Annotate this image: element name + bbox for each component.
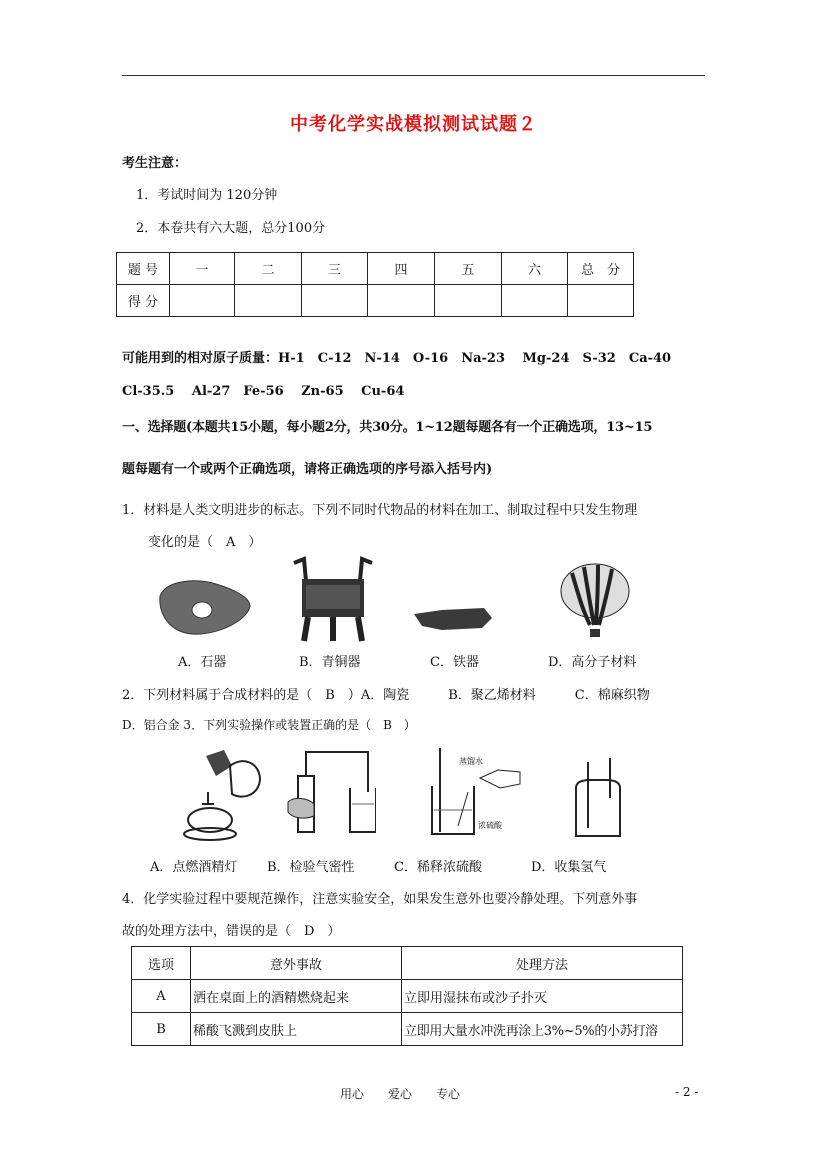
accident-cell: 立即用湿抹布或沙子扑灭 [402, 980, 683, 1013]
q3-option-a: A．点燃酒精灯 [150, 860, 238, 875]
q4-line-2: 故的处理方法中，错误的是（ D ） [122, 924, 341, 939]
footer-motto: 用心 爱心 专心 [340, 1087, 461, 1101]
score-header-cell: 三 [302, 253, 368, 285]
score-header-cell: 总 分 [568, 253, 634, 285]
alcohol-lamp-image [180, 746, 266, 844]
accident-cell: 洒在桌面上的酒精燃烧起来 [191, 980, 402, 1013]
atomic-mass-line-1: 可能用到的相对原子质量：H-1 C-12 N-14 O-16 Na-23 Mg-24 S-32 Ca-40 [122, 351, 672, 366]
q1-option-d: D．高分子材料 [548, 655, 637, 670]
atomic-mass-line-2: Cl-35.5 Al-27 Fe-56 Zn-65 Cu-64 [122, 384, 405, 399]
conc-sulfuric-label: 浓硫酸 [478, 821, 502, 830]
table-row [132, 1013, 683, 1046]
accident-header-method: 处理方法 [402, 947, 683, 980]
q2-line-2: D．铝合金 3．下列实验操作或装置正确的是（ B ） [122, 718, 416, 732]
section-1-line-2: 题每题有一个或两个正确选项，请将正确选项的序号添入括号内) [122, 462, 493, 477]
hot-air-balloon-image [558, 563, 632, 641]
accident-cell: B [132, 1013, 191, 1046]
score-cell [568, 285, 634, 317]
accident-cell: A [132, 980, 191, 1013]
score-header-cell: 二 [235, 253, 302, 285]
score-row-label: 得 分 [117, 285, 170, 317]
notice-item-2: 2．本卷共有六大题，总分100分 [136, 221, 326, 236]
accident-cell: 稀酸飞溅到皮肤上 [191, 1013, 402, 1046]
accident-header-event: 意外事故 [191, 947, 402, 980]
table-row [132, 980, 683, 1013]
stone-tool-image [156, 576, 254, 638]
page-number: - 2 - [675, 1085, 699, 1099]
q4-line-1: 4．化学实验过程中要规范操作，注意实验安全，如果发生意外也要冷静处理。下列意外事 [122, 892, 638, 907]
accident-table [131, 946, 683, 1046]
score-cell [368, 285, 435, 317]
score-header-cell: 四 [368, 253, 435, 285]
q3-option-b: B．检验气密性 [267, 860, 355, 875]
header-rule [122, 75, 705, 76]
section-1-line-1: 一、选择题(本题共15小题，每小题2分，共30分。1~12题每题各有一个正确选项，13~15 [122, 420, 653, 435]
score-header-cell: 五 [435, 253, 502, 285]
score-cell [302, 285, 368, 317]
gas-bottle-image [570, 758, 626, 840]
iron-tool-image [412, 604, 494, 636]
score-cell [235, 285, 302, 317]
q1-option-c: C．铁器 [430, 655, 479, 670]
q1-option-a: A．石器 [178, 655, 227, 670]
q3-option-c: C．稀释浓硫酸 [394, 860, 482, 875]
accident-header-option: 选项 [132, 947, 191, 980]
distilled-water-label: 蒸馏水 [459, 757, 483, 766]
bronze-vessel-image [288, 555, 378, 643]
score-cell [502, 285, 568, 317]
score-header-cell: 六 [502, 253, 568, 285]
q1-line-1: 1．材料是人类文明进步的标志。下列不同时代物品的材料在加工、制取过程中只发生物理 [122, 503, 638, 518]
page-title: 中考化学实战模拟测试试题２ [290, 114, 537, 135]
notice-item-1: 1．考试时间为 120分钟 [136, 188, 278, 203]
q2-line-1: 2．下列材料属于合成材料的是（ B ）A．陶瓷 B．聚乙烯材料 C．棉麻织物 [122, 688, 650, 703]
score-table [116, 252, 634, 317]
score-cell [435, 285, 502, 317]
score-header-cell: 题 号 [117, 253, 170, 285]
accident-cell: 立即用大量水冲洗再涂上3%~5%的小苏打溶 [402, 1013, 683, 1046]
score-header-cell: 一 [170, 253, 235, 285]
q3-option-d: D．收集氢气 [531, 860, 607, 875]
score-cell [170, 285, 235, 317]
q1-option-b: B．青铜器 [299, 655, 361, 670]
notice-heading: 考生注意： [122, 156, 188, 171]
airtightness-apparatus-image [284, 742, 376, 836]
q1-line-2: 变化的是（ A ） [148, 535, 262, 550]
